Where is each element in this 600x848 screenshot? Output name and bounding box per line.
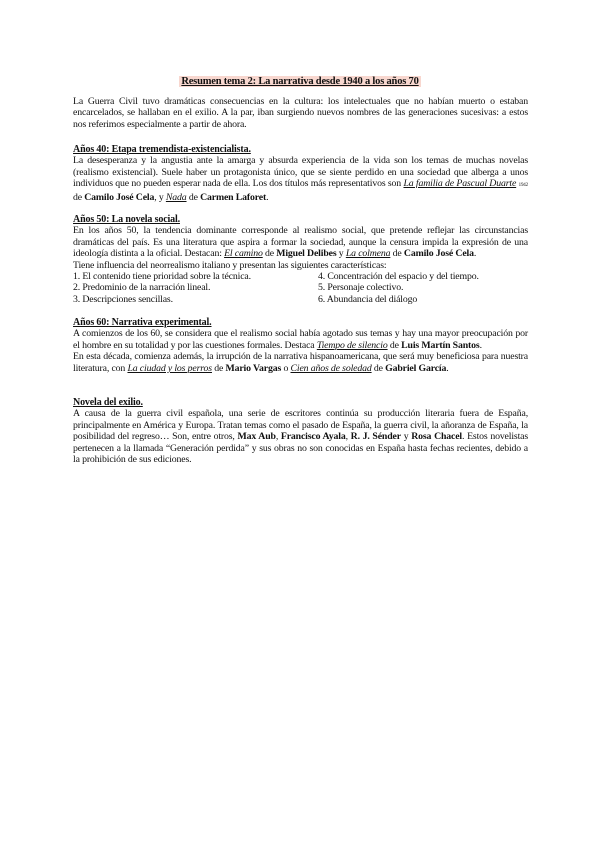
list-item: 3. Descripciones sencillas. (73, 293, 173, 305)
author-martin-santos: Luis Martín Santos (401, 339, 480, 351)
intro-section (73, 96, 528, 130)
text-exilio: A causa de la guerra civil española, una serie de escritores continúa su producción literaria fuera de España, principalmente en América y Europa. Tratan temas como el pasado de España, la guerra civil, la añoranza de España, la posibilidad del regreso… Son, entre otros, (73, 408, 528, 443)
author-ayala: Francisco Ayala (280, 431, 346, 443)
book-la-colmena: La colmena (345, 248, 391, 260)
book-pascual-duarte: La familia de Pascual Duarte (403, 178, 517, 190)
traits-column-left (73, 271, 318, 305)
paragraph-40s (73, 155, 528, 203)
connector: de (262, 248, 277, 260)
document-title: Resumen tema 2: La narrativa desde 1940 a los años 70 (181, 76, 419, 87)
author-garcia: Gabriel García (385, 362, 447, 374)
book-el-camino: El camino (224, 248, 263, 260)
list-item: 4. Concentración del espacio y del tiempo. (318, 271, 479, 283)
section-50s (73, 214, 528, 305)
heading-60s: Años 60: Narrativa experimental. (73, 317, 212, 328)
connector: , (345, 431, 351, 443)
text-40s: La desesperanza y la angustia ante la amarga y absurda experiencia de la vida son los temas de muchas novelas (realismo existencial). Suele haber un protagonista único, que se siente perdido en una sociedad que alberga a unos individuos que no pueden esperar nada de ella. Los dos títulos más representativos son (73, 155, 528, 190)
period: . (479, 339, 482, 351)
connector: de (73, 191, 85, 203)
author-cela: Camilo José Cela (84, 191, 155, 203)
book-nada: Nada (165, 191, 187, 203)
section-40s (73, 144, 528, 203)
connector: , (275, 431, 281, 443)
text-50s: En los años 50, la tendencia dominante corresponde al realismo social, que pretende reflejar las circunstancias dramáticas del país. Es una literatura que aspira a formar la sociedad, aunque la censura impida la expresión de una ideología distinta a la oficial. Destacan: (73, 225, 528, 260)
title-wrapper (0, 71, 600, 89)
heading-exilio: Novela del exilio. (73, 397, 143, 408)
section-exilio (73, 397, 528, 465)
list-item: 6. Abundancia del diálogo (318, 293, 418, 305)
heading-40s: Años 40: Etapa tremendista-existencialista. (73, 144, 251, 155)
paragraph-50s (73, 225, 528, 259)
traits-list (73, 271, 528, 305)
connector: de (387, 339, 402, 351)
text-60s-latam: En esta década, comienza además, la irrupción de la narrativa hispanoamericana, que será muy beneficiosa para nuestra literatura, con (73, 351, 528, 374)
period: . (446, 362, 449, 374)
book-la-ciudad-y-los-perros: La ciudad y los perros (127, 362, 212, 374)
author-sender: R. J. Sénder (350, 431, 401, 443)
book-tiempo-de-silencio: Tiempo de silencio (316, 339, 388, 351)
connector: de (186, 191, 201, 203)
period: . (266, 191, 269, 203)
intro-paragraph: La Guerra Civil tuvo dramáticas consecuencias en la cultura: los intelectuales que no habían muerto o estaban encarcelados, se hallaban en el exilio. A la par, iban surgiendo nuevos nombres de las generaciones sucesivas: a estos nos referimos especialmente a partir de ahora. (73, 96, 528, 130)
paragraph-exilio (73, 408, 528, 465)
connector: de (211, 362, 226, 374)
author-aub: Max Aub (237, 431, 276, 443)
list-item: 2. Predominio de la narración lineal. (73, 282, 211, 294)
connector: de (390, 248, 404, 260)
connector: o (281, 362, 291, 374)
year-1942: 1942 (518, 183, 528, 189)
author-delibes: Miguel Delibes (276, 248, 337, 260)
connector: de (371, 362, 386, 374)
book-cien-anos-de-soledad: Cien años de soledad (290, 362, 372, 374)
paragraph-50s-traits-intro: Tiene influencia del neorrealismo italiano y presentan las siguientes características: (73, 259, 387, 271)
section-60s (73, 317, 528, 374)
author-laforet: Carmen Laforet (200, 191, 267, 203)
connector: y (400, 431, 412, 443)
author-cela: Camilo José Cela (403, 248, 474, 260)
text-exilio-end: . Estos novelistas pertenecen a la llamada “Generación perdida” y sus obras no son conocidas en España hasta fechas recientes, debido a la prohibición de sus ediciones. (73, 431, 528, 466)
connector: y (336, 248, 346, 260)
list-item: 1. El contenido tiene prioridad sobre la técnica. (73, 271, 251, 283)
connector: , y (154, 191, 166, 203)
author-vargas: Mario Vargas (225, 362, 282, 374)
list-item: 5. Personaje colectivo. (318, 282, 404, 294)
author-chacel: Rosa Chacel (411, 431, 463, 443)
paragraph-60s-latam (73, 351, 528, 374)
heading-50s: Años 50: La novela social. (73, 214, 180, 225)
text-60s: A comienzos de los 60, se considera que el realismo social había agotado sus temas y hay una mayor preocupación por el hombre en su totalidad y por las cuestiones formales. Destaca (73, 328, 528, 351)
period: . (473, 248, 477, 260)
traits-column-right (318, 271, 528, 305)
paragraph-60s (73, 328, 528, 351)
